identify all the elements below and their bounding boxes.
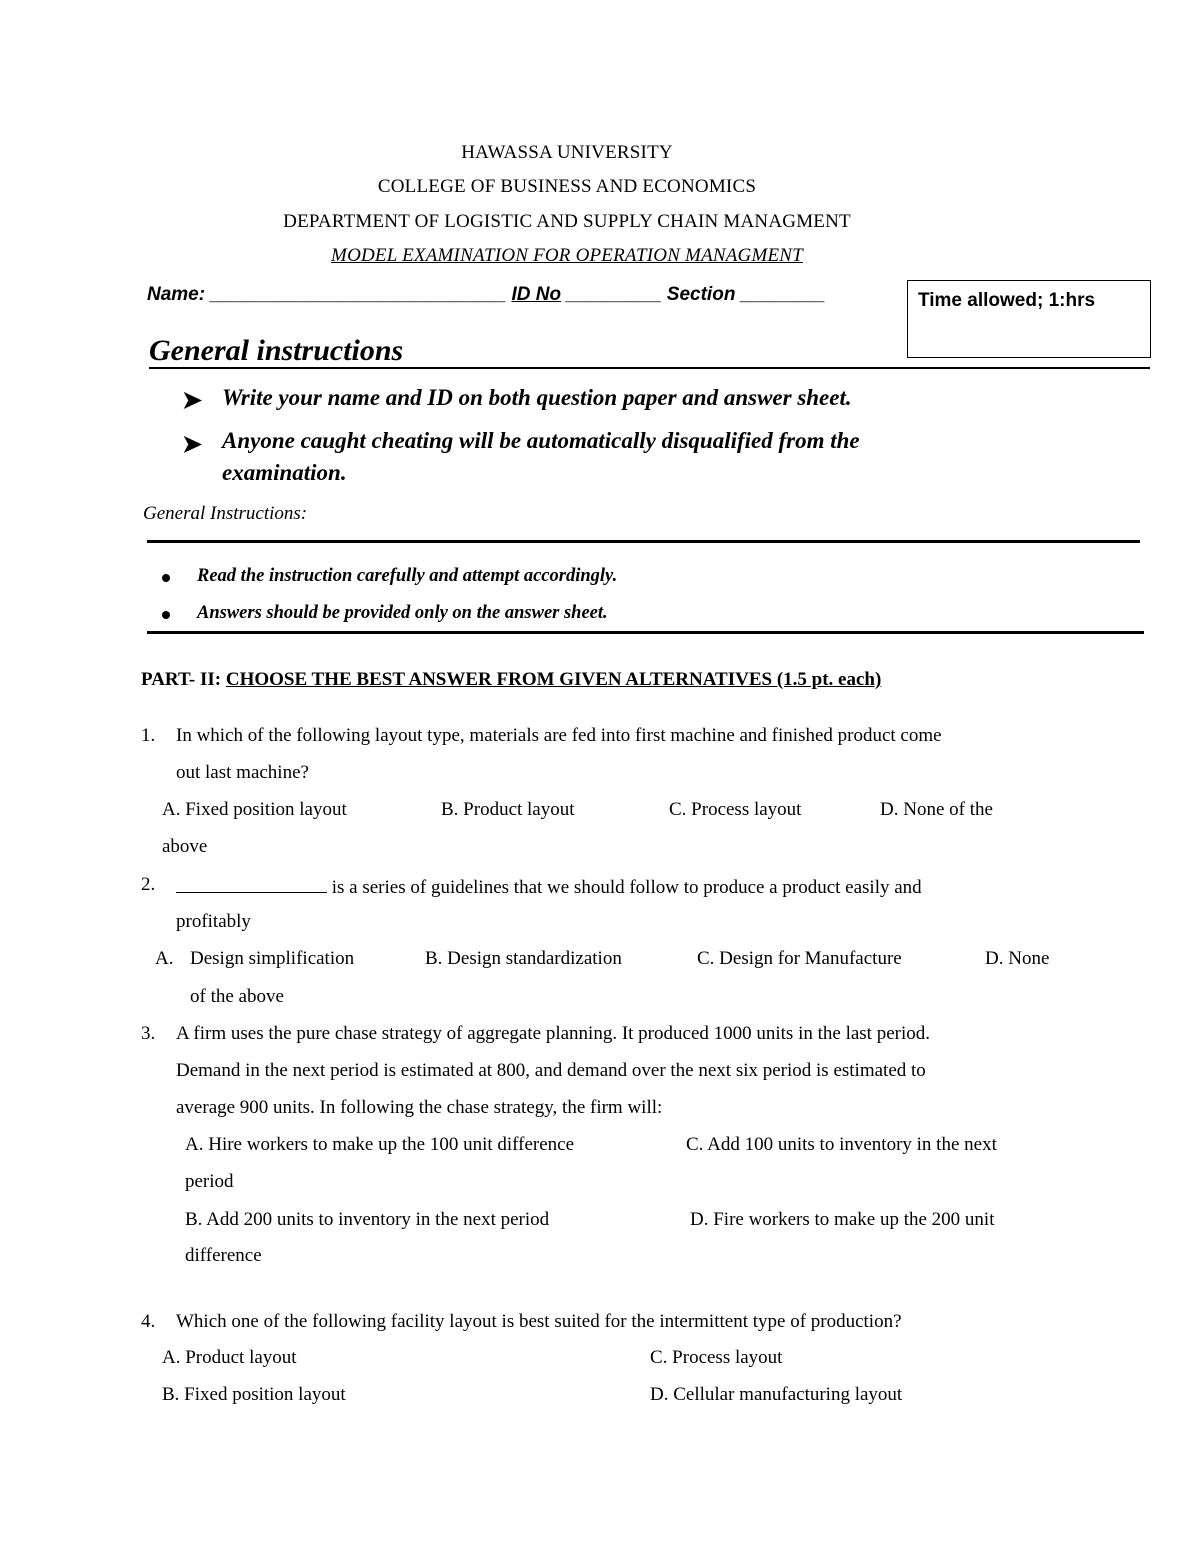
- exam-title: MODEL EXAMINATION FOR OPERATION MANAGMENT: [331, 245, 803, 266]
- option: B. Design standardization: [425, 948, 622, 969]
- part-title: CHOOSE THE BEST ANSWER FROM GIVEN ALTERNATIVES (1.5 pt. each): [225, 669, 882, 690]
- bullet-icon: [162, 611, 170, 619]
- question-text: In which of the following layout type, materials are fed into first machine and finished product come: [176, 725, 942, 746]
- student-info-line: [147, 284, 825, 306]
- instruction-item-continued: examination.: [222, 460, 347, 485]
- bullet-instruction: Read the instruction carefully and attempt accordingly.: [197, 566, 618, 586]
- question-number: 3.: [141, 1023, 156, 1044]
- option: B. Product layout: [441, 799, 575, 820]
- option: B. Add 200 units to inventory in the next period: [185, 1209, 550, 1230]
- question-text: A firm uses the pure chase strategy of aggregate planning. It produced 1000 units in the last period.: [176, 1023, 930, 1044]
- option: D. None: [985, 948, 1050, 969]
- question-number: 2.: [141, 874, 156, 895]
- question-text: profitably: [176, 911, 251, 932]
- department-name: DEPARTMENT OF LOGISTIC AND SUPPLY CHAIN MANAGMENT: [283, 211, 851, 232]
- option-continued: period: [185, 1171, 234, 1192]
- option: A. Fixed position layout: [162, 799, 347, 820]
- general-instructions-subheading: General Instructions:: [143, 503, 308, 524]
- bullet-icon: [162, 574, 170, 582]
- option: B. Fixed position layout: [162, 1384, 346, 1405]
- option: C. Process layout: [669, 799, 802, 820]
- name-label: Name:: [147, 284, 206, 305]
- question-text: Which one of the following facility layout is best suited for the intermittent type of production?: [176, 1311, 902, 1332]
- bullet-instruction: Answers should be provided only on the answer sheet.: [197, 603, 608, 623]
- question-text: out last machine?: [176, 762, 309, 783]
- arrow-bullet-icon: ➤: [182, 432, 203, 458]
- question-number: 1.: [141, 725, 156, 746]
- option: D. None of the: [880, 799, 993, 820]
- arrow-bullet-icon: ➤: [182, 388, 203, 414]
- question-number: 4.: [141, 1311, 156, 1332]
- name-blank: ____________________________: [210, 284, 507, 305]
- time-allowed-box: [907, 280, 1151, 358]
- option: C. Process layout: [650, 1347, 783, 1368]
- college-name: COLLEGE OF BUSINESS AND ECONOMICS: [377, 176, 757, 197]
- question-text-line: [176, 874, 922, 899]
- option: Design simplification: [190, 948, 355, 969]
- id-blank: _________: [566, 284, 662, 305]
- heading-underline: [149, 367, 1150, 369]
- divider-bottom: [147, 631, 1144, 634]
- divider-top: [147, 540, 1140, 543]
- part-label: PART- II:: [141, 669, 222, 690]
- section-label: Section: [666, 284, 736, 305]
- question-text: average 900 units. In following the chase strategy, the firm will:: [176, 1097, 663, 1118]
- option-continued: of the above: [190, 986, 284, 1007]
- option: A. Hire workers to make up the 100 unit difference: [185, 1134, 575, 1155]
- answer-blank: [176, 874, 327, 893]
- question-text: Demand in the next period is estimated at 800, and demand over the next six period is estimated to: [176, 1060, 926, 1081]
- instruction-item: Anyone caught cheating will be automatically disqualified from the: [222, 428, 860, 453]
- option-continued: above: [162, 836, 208, 857]
- option-continued: difference: [185, 1245, 262, 1266]
- option-letter: A.: [155, 948, 174, 969]
- instruction-item: Write your name and ID on both question paper and answer sheet.: [222, 385, 852, 410]
- option: D. Cellular manufacturing layout: [650, 1384, 903, 1405]
- option: D. Fire workers to make up the 200 unit: [690, 1209, 995, 1230]
- question-text: is a series of guidelines that we should follow to produce a product easily and: [331, 877, 922, 898]
- option: C. Add 100 units to inventory in the next: [686, 1134, 997, 1155]
- university-name: HAWASSA UNIVERSITY: [461, 142, 673, 163]
- option: C. Design for Manufacture: [697, 948, 902, 969]
- general-instructions-heading: General instructions: [149, 334, 404, 367]
- part-heading: [141, 669, 881, 691]
- id-label: ID No: [511, 284, 562, 305]
- time-allowed-text: Time allowed; 1:hrs: [918, 290, 1096, 311]
- option: A. Product layout: [162, 1347, 297, 1368]
- section-blank: ________: [740, 284, 826, 305]
